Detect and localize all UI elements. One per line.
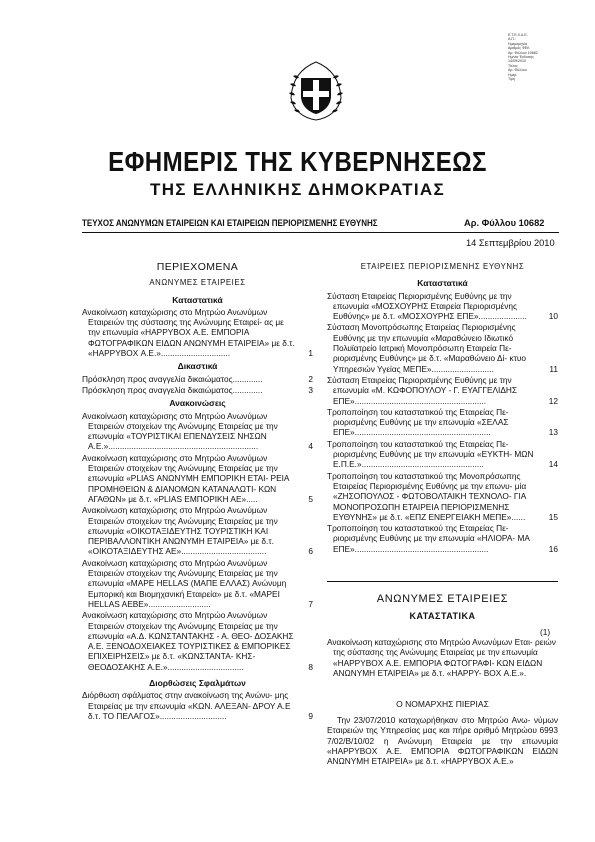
toc-page-number: 13 <box>548 427 558 438</box>
prefect-heading: Ο ΝΟΜΑΡΧΗΣ ΠΙΕΡΙΑΣ <box>396 699 489 709</box>
stamp-line: Α.Π.: <box>508 37 516 42</box>
corrections-heading: Διορθώσεις Σφαλμάτων <box>149 677 246 688</box>
toc-entry-text: Πρόσκληση προς αναγγελία δικαιώματος............. <box>82 373 263 384</box>
stamp-line: Τιμή <box>508 77 515 82</box>
toc-entry[interactable] <box>82 411 313 452</box>
toc-page-number: 15 <box>548 511 558 522</box>
toc-entry-text: Ανακοίνωση καταχώρισης στο Μητρώο Ανωνύμων Εταιρειών στοιχείων της Ανώνυμης Εταιρείας με την επωνυμία «ΤΟΥΡΙΣΤΙΚΑΙ ΕΠΕΝΔΥΣΕΙΣ ΝΗΣΩΝ Α.Ε.»................................................................. <box>82 410 278 452</box>
toc-page-number: 12 <box>548 395 558 406</box>
stamp-line: Τίτλος <box>508 63 518 68</box>
stamp-line: Ημερ. <box>508 72 518 77</box>
toc-entry-text: Ανακοίνωση καταχώρισης στο Μητρώο Ανωνύμων Εταιρειών στοιχείων της Ανώνυμης Εταιρείας με την επωνυμία «MAPE HELLAS (ΜΑΠΕ ΕΛΛΑΣ) Ανώνυμη Εμπορική και Βιομηχανική Εταιρεία» με δ.τ. «MAPEI HELLAS AEBE»........................... <box>82 557 287 609</box>
stamp-block <box>508 33 566 81</box>
toc-entry[interactable] <box>327 375 558 406</box>
statutory-heading: Καταστατικά <box>172 294 223 305</box>
toc-entry-text: Τροποποίηση του καταστατικού της Εταιρείας Πε- ριορισμένης Ευθύνης με την επωνυμία «ΕΥΚΤΗ- ΜΩΝ Ε.Π.Ε.»..................................................... <box>327 438 534 470</box>
toc-entry[interactable] <box>82 610 313 672</box>
toc-entry[interactable] <box>82 690 313 721</box>
toc-page-number: 1 <box>308 348 313 359</box>
toc-entry[interactable] <box>82 505 313 556</box>
section-number: (1) <box>540 627 551 637</box>
toc-entry[interactable] <box>327 439 558 470</box>
toc-entry[interactable] <box>82 307 313 358</box>
issue-date: 14 Σεπτεμβρίου 2010 <box>466 238 555 248</box>
header-rule <box>82 232 559 233</box>
toc-entry-text: Σύσταση Μονοπρόσωπης Εταιρείας Περιορισμένης Ευθύνης με την επωνυμία «Μαραθώνειο Ιδιωτικό Πολυϊατρείο Ιατρική Μονοπρόσωπη Εταιρεία Πε- ριορισμένης Ευθύνης» με δ.τ. «Μαραθώνειο Δί- κτυο Υπηρεσιών Υγείας ΜΕΠΕ»........................... <box>327 322 527 374</box>
toc-page-number: 6 <box>308 546 313 557</box>
llc-heading: ΕΤΑΙΡΕΙΕΣ ΠΕΡΙΟΡΙΣΜΕΝΗΣ ΕΥΘΥΝΗΣ <box>360 262 525 271</box>
toc-page-number: 16 <box>548 543 558 554</box>
toc-entry[interactable] <box>327 523 558 554</box>
toc-page-number: 5 <box>308 493 313 504</box>
toc-entry-text: Τροποποίηση του καταστατικού της Μονοπρόσωπης Εταιρείας Περιορισμένης Ευθύνης με την επωνυ- μία «ΖΗΣΟΠΟΥΛΟΣ - ΦΩΤΟΒΟΛΤΑΙΚΗ ΤΕΧΝΟΛΟ- ΓΙΑ ΜΟΝΟΠΡΟΣΩΠΗ ΕΤΑΙΡΕΙΑ ΠΕΡΙΟΡΙΣΜΕΝΗΣ ΕΥΘΥΝΗΣ» με δ.τ. «ΕΠΖ ΕΝΕΡΓΕΙΑΚΗ ΜΕΠΕ»...... <box>327 470 527 522</box>
stamp-line: 14/09/2010 <box>508 59 526 64</box>
announcements-heading: Ανακοινώσεις <box>169 398 226 409</box>
toc-page-number: 14 <box>548 459 558 470</box>
toc-entry-text: Ανακοίνωση καταχώρισης στο Μητρώο Ανωνύμων Εταιρειών στοιχείων της Ανώνυμης Εταιρείας με την επωνυμία «Α.Δ. ΚΩΝΣΤΑΝΤΑΚΗΣ - Α. ΘΕΟ- ΔΟΣΑΚΗΣ Α.Ε. ΞΕΝΟΔΟΧΕΙΑΚΕΣ ΤΟΥΡΙΣΤΙΚΕΣ & ΕΜΠΟΡΙΚΕΣ ΕΠΙΧΕΙΡΗΣΕΙΣ» με δ.τ. «ΚΩΝΣΤΑΝΤΑ- ΚΗΣ-ΘΕΟΔΟΣΑΚΗΣ Α.Ε.»................................. <box>82 610 294 672</box>
section-announcement: Ανακοίνωση καταχώρισης στο Μητρώο Ανωνύμων Εται- ρειών της σύστασης της Ανώνυμης Εταιρείας με την επωνυμία «HAPPYBOX Α.Ε. ΕΜΠΟΡΙΑ ΦΩΤΟΓΡΑΦΙ- ΚΩΝ ΕΙΔΩΝ ΑΝΩΝΥΜΗ ΕΤΑΙΡΕΙΑ» με δ.τ. «HAPPY- BOX Α.Ε.». <box>327 637 556 678</box>
llc-list <box>327 291 558 554</box>
sheet-number: Αρ. Φύλλου 10682 <box>464 218 545 228</box>
stamp-line: Ημερομηνία <box>508 41 528 46</box>
stamp-line: Αρ. Φύλλου <box>508 68 527 73</box>
contents-left-column <box>82 262 313 722</box>
toc-entry[interactable] <box>82 385 313 395</box>
body-paragraph: Την 23/07/2010 καταχωρήθηκαν στο Μητρώο Ανω- νύμων Εταιρειών της Υπηρεσίας μας και πήρε αριθμό Μητρώου 6993 7/02/Β/10/02 η Ανώνυμη Εταιρεία με την επωνυμία «HAPPYBOX Α.Ε. ΕΜΠΟΡΙΑ ΦΩΤΟΓΡΑΦΙΚΩΝ ΕΙΔΩΝ ΑΝΩΝΥΜΗ ΕΤΑΙΡΕΙΑ» με δ.τ. «HAPPYBOX Α.Ε.» <box>327 715 558 767</box>
section-subheading: ΚΑΤΑΣΤΑΤΙΚΑ <box>409 611 476 621</box>
toc-entry-text: Τροποποίηση του καταστατικού της Εταιρείας Πε- ριορισμένης Ευθύνης με την επωνυμία «ΗΛΙΟΡΑ- ΜΑ ΕΠΕ».......................................................... <box>327 523 530 554</box>
issue-type: ΤΕΥΧΟΣ ΑΝΩΝΥΜΩΝ ΕΤΑΙΡΕΙΩΝ ΚΑΙ ΕΤΑΙΡΕΙΩΝ ΠΕΡΙΟΡΙΣΜΕΝΗΣ ΕΥΘΥΝΗΣ <box>82 218 378 228</box>
toc-page-number: 8 <box>308 661 313 672</box>
toc-entry[interactable] <box>327 471 558 522</box>
toc-entry-text: Ανακοίνωση καταχώρισης στο Μητρώο Ανωνύμων Εταιρειών στοιχείων της Ανώνυμης Εταιρείας με την επωνυμία «PLIAS ΑΝΩΝΥΜΗ ΕΜΠΟΡΙΚΗ ΕΤΑΙ- ΡΕΙΑ ΠΡΟΜΗΘΕΙΩΝ & ΔΙΑΝΟΜΩΝ ΚΑΤΑΝΑΛΩΤΙ- ΚΩΝ ΑΓΑΘΩΝ» με δ.τ. «PLIAS ΕΜΠΟΡΙΚΗ ΑΕ»..... <box>82 452 290 504</box>
contents-heading: ΠΕΡΙΕΧΟΜΕΝΑ <box>156 261 239 273</box>
sa-heading: ΑΝΩΝΥΜΕΣ ΕΤΑΙΡΕΙΕΣ <box>149 278 246 288</box>
toc-page-number: 4 <box>308 441 313 452</box>
toc-entry-text: Σύσταση Εταιρείας Περιορισμένης Ευθύνης με την επωνυμία «ΜΟΣΧΟΥΡΗΣ Εταιρεία Περιορισμένης Ευθύνης» με δ.τ. «ΜΟΣΧΟΥΡΗΣ ΕΠΕ»..................... <box>327 290 527 322</box>
judicial-heading: Δικαστικά <box>177 361 218 372</box>
section-divider <box>327 581 558 582</box>
toc-entry[interactable] <box>82 453 313 504</box>
toc-page-number: 7 <box>308 598 313 609</box>
toc-entry-text: Διόρθωση σφάλματος στην ανακοίνωση της Ανώνυ- μης Εταιρείας με την επωνυμία «ΚΩΝ. ΑΛΕΞΑΝ- ΔΡΟΥ Α.Ε δ.τ. ΤΟ ΠΕΛΑΓΟΣ»............................. <box>82 690 291 721</box>
gazette-subtitle: ΤΗΣ ΕΛΛΗΝΙΚΗΣ ΔΗΜΟΚΡΑΤΙΑΣ <box>150 180 445 199</box>
stamp-line: Ε.Τ.Ε.Χ.Δ.Ε. <box>508 33 528 37</box>
toc-page-number: 10 <box>548 311 558 322</box>
toc-page-number: 11 <box>549 363 558 374</box>
contents-right-column <box>327 262 558 555</box>
toc-page-number: 2 <box>308 373 313 384</box>
toc-entry[interactable] <box>82 558 313 609</box>
stamp-line: Ημ/νία Έκδοσης <box>508 55 534 60</box>
announcements-list <box>82 411 313 672</box>
section-heading: ΑΝΩΝΥΜΕΣ ΕΤΑΙΡΕΙΕΣ <box>376 593 509 605</box>
toc-entry-text: Πρόσκληση προς αναγγελία δικαιώματος............. <box>82 384 263 395</box>
toc-entry[interactable] <box>327 407 558 438</box>
toc-entry[interactable] <box>327 322 558 373</box>
toc-page-number: 9 <box>308 710 313 721</box>
toc-entry-text: Τροποποίηση του καταστατικού της Εταιρείας Πε- ριορισμένης Ευθύνης με την επωνυμία «ΣΕΛΑΣ ΕΠΕ»........................................................... <box>327 406 509 438</box>
toc-entry[interactable] <box>327 291 558 322</box>
toc-entry-text: Ανακοίνωση καταχώρισης στο Μητρώο Ανωνύμων Εταιρειών της σύστασης της Ανώνυμης Εταιρεί- ας με την επωνυμία «HAPPYBOX Α.Ε. ΕΜΠΟΡΙΑ ΦΩΤΟΓΡΑΦΙΚΩΝ ΕΙΔΩΝ ΑΝΩΝΥΜΗ ΕΤΑΙΡΕΙΑ» με δ.τ. «HAPPYBOX Α.Ε.».............................. <box>82 306 295 359</box>
judicial-list <box>82 374 313 396</box>
stamp-line: Αρ. Φύλλου 10682 <box>508 50 538 55</box>
toc-entry[interactable] <box>82 374 313 384</box>
stamp-line: Αριθμός ΦΕΚ <box>508 46 530 51</box>
toc-page-number: 3 <box>308 384 313 395</box>
llc-statutory-heading: Καταστατικά <box>417 278 468 289</box>
greek-coat-of-arms-emblem <box>283 58 349 124</box>
corrections-list <box>82 690 313 721</box>
statutory-list <box>82 307 313 358</box>
gazette-title: ΕΦΗΜΕΡΙΣ ΤΗΣ ΚΥΒΕΡΝΗΣΕΩΣ <box>108 146 487 177</box>
toc-entry-text: Σύσταση Εταιρείας Περιορισμένης Ευθύνης με την επωνυμία «Μ. ΚΩΦΟΠΟΥΛΟΥ - Γ. ΕΥΑΓΓΕΛΙΔΗΣ ΕΠΕ»......................................................... <box>327 374 517 406</box>
toc-entry-text: Ανακοίνωση καταχώρισης στο Μητρώο Ανωνύμων Εταιρειών στοιχείων της Ανώνυμης Εταιρείας με την επωνυμία «ΟΙΚΟΤΑΞΙΔΕΥΤΗΣ ΤΟΥΡΙΣΤΙΚΗ ΚΑΙ ΠΕΡΙΒΑΛΛΟΝΤΙΚΗ ΑΝΩΝΥΜΗ ΕΤΑΙΡΕΙΑ» με δ.τ. «ΟΙΚΟΤΑΞΙΔΕΥΤΗΣ ΑΕ»..................................... <box>82 505 278 557</box>
